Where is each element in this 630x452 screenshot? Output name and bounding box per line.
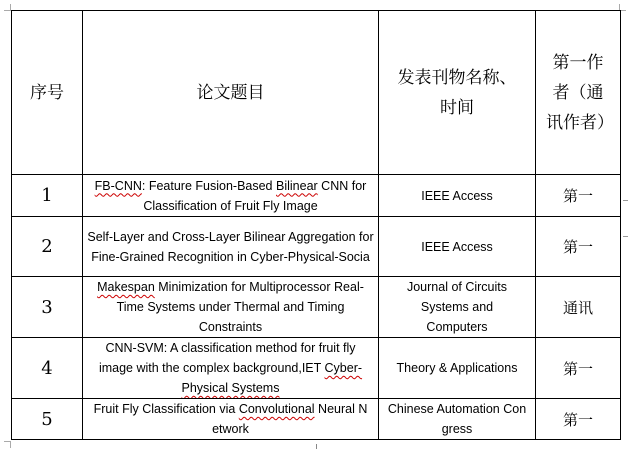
paper-title (83, 338, 379, 399)
ruler-tick (316, 444, 317, 449)
paper-title-part: Convolutional (238, 402, 315, 416)
venue: Theory & Applications (379, 338, 536, 399)
paper-title-part: Neural N etwork (212, 402, 368, 436)
paper-title-part: Fruit Fly Classification via (93, 402, 239, 416)
table-row (12, 175, 621, 217)
author-role: 通讯 (536, 277, 621, 338)
venue: IEEE Access (379, 217, 536, 277)
table-row (12, 338, 621, 399)
paper-title (83, 399, 379, 440)
table-row (12, 277, 621, 338)
paper-title-part: CNN for Classification of Fruit Fly Image (143, 178, 367, 213)
row-number: 1 (12, 175, 83, 217)
table-row (12, 399, 621, 440)
ruler-tick (623, 236, 628, 237)
paper-title-part: Minimization for Multiprocessor Real-Time Systems under Thermal and Timing Constraints (116, 280, 364, 334)
paper-title-part: Bilinear (276, 178, 318, 193)
paper-title (83, 277, 379, 338)
venue: Journal of Circuits Systems and Computers (379, 277, 536, 338)
header-row (12, 11, 621, 175)
ruler-tick (623, 200, 628, 201)
row-number: 4 (12, 338, 83, 399)
publication-table (11, 10, 621, 440)
paper-title: Self-Layer and Cross-Layer Bilinear Aggregation for Fine-Grained Recognition in Cyber-Physical-Socia (83, 217, 379, 277)
author-role: 第一 (536, 338, 621, 399)
paper-title-part: Makespan (97, 280, 155, 294)
header-venue: 发表刊物名称、时间 (379, 11, 536, 175)
author-role: 第一 (536, 399, 621, 440)
author-role: 第一 (536, 217, 621, 277)
header-title: 论文题目 (83, 11, 379, 175)
corner-mark-bottom-left (4, 441, 11, 448)
paper-title (83, 175, 379, 217)
header-role: 第一作者（通讯作者） (536, 11, 621, 175)
row-number: 5 (12, 399, 83, 440)
venue: IEEE Access (379, 175, 536, 217)
corner-mark-top-left (4, 4, 11, 11)
paper-title-part: CNN-SVM: A classification method for fruit fly image with the complex background,IET (98, 341, 356, 375)
header-no: 序号 (12, 11, 83, 175)
venue: Chinese Automation Con gress (379, 399, 536, 440)
row-number: 3 (12, 277, 83, 338)
table-row (12, 217, 621, 277)
paper-title-part: FB-CNN (94, 178, 142, 193)
paper-title-part: : Feature Fusion-Based (141, 178, 276, 193)
row-number: 2 (12, 217, 83, 277)
paper-title-part: Cyber-Physical Systems (181, 361, 363, 395)
author-role: 第一 (536, 175, 621, 217)
